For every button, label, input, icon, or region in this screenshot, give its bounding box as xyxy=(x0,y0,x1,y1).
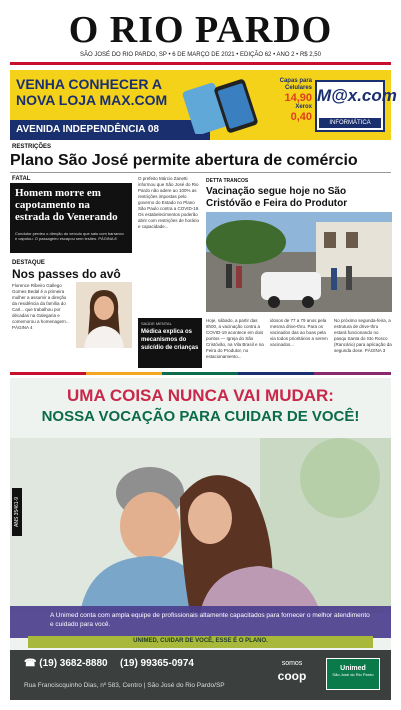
fatal-story-box[interactable] xyxy=(10,183,132,253)
somos-coop-logo xyxy=(265,658,319,682)
unimed-logo-sub: São José do Rio Pardo xyxy=(332,672,374,677)
unimed-slogan-band xyxy=(28,636,373,648)
lead-headline[interactable]: Plano São José permite abertura de comércio xyxy=(10,152,358,169)
mental-health-box[interactable] xyxy=(138,318,202,368)
destaque-headline[interactable]: Nos passes do avô xyxy=(12,267,121,281)
unimed-line-2: NOSSA VOCAÇÃO PARA CUIDAR DE VOCÊ! xyxy=(41,408,360,425)
street-queue-photo xyxy=(206,212,392,312)
midbox-headline: Médica explica os mecanismos do suicídio de crianças xyxy=(141,329,199,351)
unimed-address: Rua Franciscquinho Dias, nº 583, Centro | São José do Rio Pardo/SP xyxy=(24,682,225,689)
unimed-logo-text: Unimed xyxy=(340,665,366,672)
price-list xyxy=(268,78,312,123)
fatal-headline: Homem morre em capotamento na estrada do Venerando xyxy=(15,187,118,223)
unimed-ad[interactable] xyxy=(10,378,391,700)
item2-price: 0,40 xyxy=(290,111,312,123)
ad-line-2: NOVA LOJA MAX.COM xyxy=(16,92,168,108)
middle-column-text: O prefeito Márcio Zanetti informou que São José do Rio Pardo não adere ao 100% as restrições impostas pelo governo do Estado no Plano São Paulo contra a COVID-19. Os estabelecimentos poderão abrir com restrições de horário e capacidade... xyxy=(138,176,200,229)
phone-2[interactable]: (19) 99365-0974 xyxy=(120,658,194,669)
maxcom-logo-text: M@x.com xyxy=(317,86,397,105)
item2-label: Xerox xyxy=(295,104,312,110)
newspaper-masthead: O RIO PARDO xyxy=(68,9,333,51)
destaque-body: Florence Ribeiro Gallego Gomes Bedal é a primeira mulher a assumir a direção da residência da família do Carl... que trabalhou por décadas na Galegaria e comemorou a homenagem... PÁGINA 4 xyxy=(12,283,70,330)
ad-address: AVENIDA INDEPENDÊNCIA 08 xyxy=(16,124,159,135)
unimed-body: A Unimed conta com ampla equipe de profissionais altamente capacitados para fornecer o melhor atendimento e cuidado para você. xyxy=(50,612,370,628)
unimed-logo xyxy=(326,658,380,690)
fatal-body: Condutor perdeu o direção do veículo que saiu com barranco e capotou. O passageiro escapou sem lesões. PÁGINA 8 xyxy=(15,231,124,241)
maxcom-ad[interactable] xyxy=(10,70,397,140)
dateline: SÃO JOSÉ DO RIO PARDO, SP • 6 DE MARÇO DE 2021 • EDIÇÃO 62 • ANO 2 • R$ 2,50 xyxy=(80,52,321,58)
masthead-divider xyxy=(10,62,391,65)
destaque-kicker: DESTAQUE xyxy=(12,260,45,266)
vaccine-kicker: DETTA TRANCOS xyxy=(206,178,249,184)
item1-price: 14,90 xyxy=(284,92,312,104)
unimed-slogan: UNIMED, CUIDAR DE VOCÊ, ESSE É O PLANO. xyxy=(133,638,268,644)
coop-big: coop xyxy=(277,669,307,683)
midbox-kicker: SAÚDE MENTAL xyxy=(141,321,172,326)
ans-registration: ANS 35461-9 xyxy=(12,488,22,536)
unimed-footer xyxy=(10,650,391,700)
coop-small: somos xyxy=(281,660,303,667)
maxcom-logo xyxy=(315,80,397,132)
maxcom-logo-sub: INFORMÁTICA xyxy=(319,118,381,128)
embrace-photo xyxy=(10,438,391,613)
woman-portrait-photo xyxy=(76,282,132,348)
vaccine-headline[interactable]: Vacinação segue hoje no São Cristóvão e Feira do Produtor xyxy=(206,186,348,209)
vaccine-col-3: No próximo segunda-feira, a estrutura de drive-thru estará funcionando no pasqu Santa do Sto Rosco (Rancário) para aplicação da segunda dose. PÁGINA 3 xyxy=(334,318,392,353)
color-strip-divider xyxy=(10,372,391,375)
fatal-kicker: FATAL xyxy=(12,176,31,182)
unimed-info-band xyxy=(10,606,391,638)
divider xyxy=(10,172,391,173)
lead-kicker: RESTRIÇÕES xyxy=(12,144,52,150)
vaccine-col-2: idosos de 77 a 79 anos pela mesma drive-thru. Para os vacinados das ao boas pela via todos prioritários a serem vacinados... xyxy=(270,318,328,347)
vaccine-col-1: Hoje, sábado, a partir das 8h00, a vacinação contra a COVID-19 acontece em dois pontos — Igreja do São Cristóvão, na Vila Brasil e na Feira do Produtor, no estacionamento... xyxy=(206,318,264,359)
unimed-line-1: UMA COISA NUNCA VAI MUDAR: xyxy=(67,386,334,405)
phones-image xyxy=(178,76,268,134)
phone-1[interactable]: ☎ (19) 3682-8880 xyxy=(24,658,108,669)
ad-line-1: VENHA CONHECER A xyxy=(16,76,162,92)
item1-label: Capas para Celulares xyxy=(279,78,312,91)
